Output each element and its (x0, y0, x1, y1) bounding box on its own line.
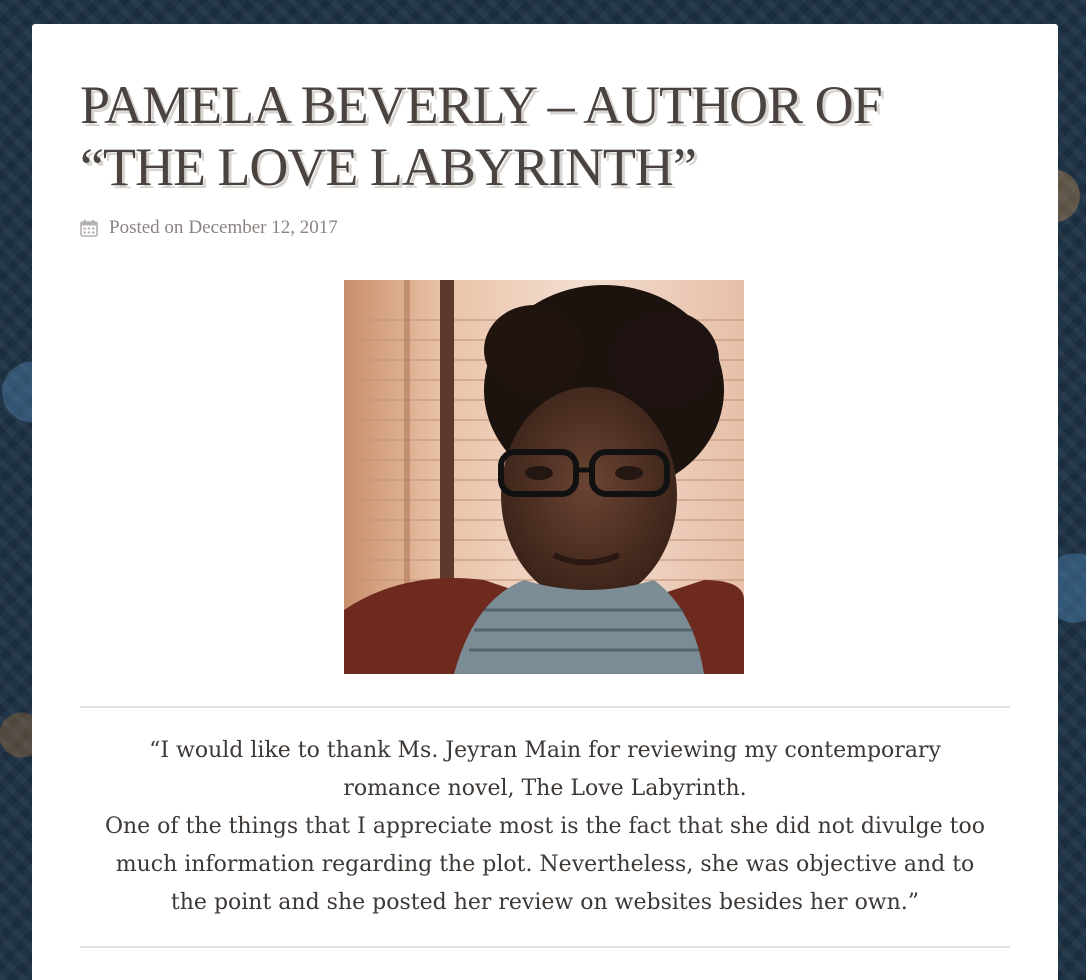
post-title-line-2: “THE LOVE LABYRINTH” (80, 137, 696, 197)
post-title-line-1: PAMELA BEVERLY – AUTHOR OF (80, 75, 882, 135)
quote-line: much information regarding the plot. Nevertheless, she was objective and to (115, 852, 975, 877)
quote-line: the point and she posted her review on websites besides her own.” (170, 890, 920, 915)
quote-line: “I would like to thank Ms. Jeyran Main for reviewing my contemporary (149, 738, 941, 763)
testimonial-quote (80, 732, 1010, 922)
quote-divider-bottom (80, 946, 1010, 948)
posted-on-label: Posted on (109, 217, 184, 238)
post-card (32, 24, 1058, 980)
post-meta (80, 216, 338, 240)
quote-divider-top (80, 706, 1010, 708)
quote-line: romance novel, The Love Labyrinth. (343, 776, 747, 801)
post-title (80, 74, 980, 198)
post-date-link[interactable]: December 12, 2017 (188, 217, 338, 238)
author-photo (344, 280, 744, 674)
calendar-icon (80, 219, 98, 237)
quote-line: One of the things that I appreciate most is the fact that she did not divulge too (104, 814, 986, 839)
